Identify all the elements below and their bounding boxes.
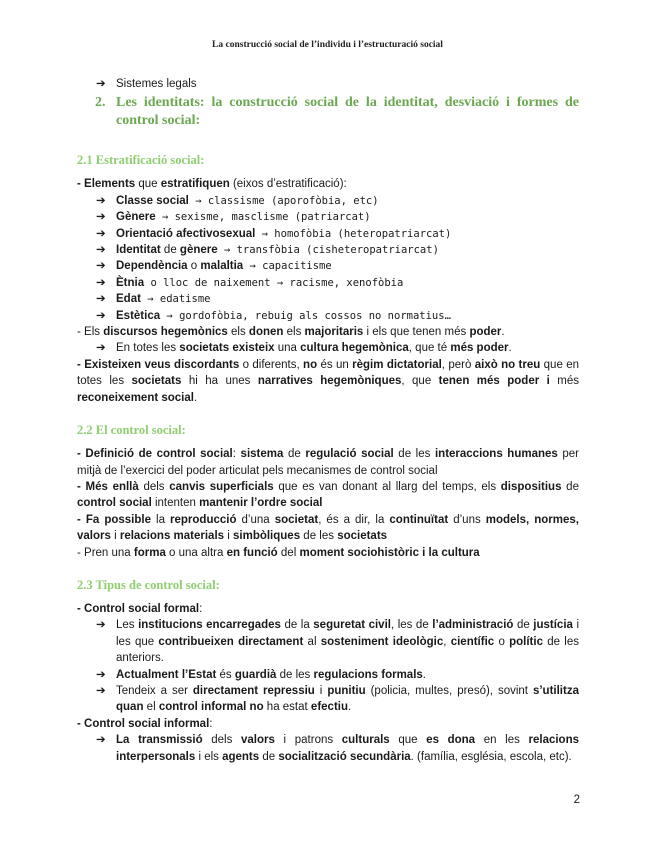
text-run: Més enllà (85, 480, 139, 493)
document-body (77, 76, 579, 765)
text-run: - (77, 717, 85, 730)
text-run: estratifiquen (160, 178, 230, 191)
paragraph-definicio (77, 446, 579, 479)
text-run: - (77, 480, 86, 493)
list-item (77, 193, 579, 209)
text-run: tenen més poder i (438, 375, 550, 388)
text-run: Estètica (116, 309, 161, 322)
text-run: Fa possible (85, 513, 151, 526)
text-run: - (77, 602, 85, 615)
text-run: més poder (450, 342, 509, 355)
text-run: reproducció (170, 513, 237, 526)
section-title-2-3: 2.3 Tipus de control social: (77, 577, 220, 592)
page-header: La construcció social de l’individu i l’estructuració social (212, 40, 443, 50)
text-run: - (77, 178, 85, 191)
text-run: - Pren una (77, 546, 134, 559)
text-run: - Els (77, 326, 104, 339)
paragraph-fa-possible (77, 512, 579, 545)
list-item-estat (77, 667, 579, 683)
text-run: regulació social (305, 448, 394, 461)
text-run: control informal no (158, 701, 264, 714)
text-run: Control social informal (84, 717, 210, 730)
text-run: per mitjà de l’exercici del poder articulat pels mecanismes de control social (77, 448, 580, 477)
text-run: Classe social (116, 194, 189, 207)
text-run: control social (77, 497, 152, 510)
text-run: ha estat (263, 701, 311, 714)
text-run: Tendeix a ser (116, 684, 193, 697)
text-run: en les (475, 734, 529, 747)
text-run: discursos hegemònics (103, 326, 228, 339)
arrow-bullet-icon: ➔ (96, 194, 106, 207)
text-run: al (303, 635, 321, 648)
text-run: narratives hegemòniques (257, 375, 402, 388)
list-item-totes (77, 340, 579, 356)
text-run: el (143, 701, 159, 714)
arrow-bullet-icon: ➔ (96, 293, 106, 306)
text-run: Sistemes legals (116, 78, 197, 90)
text-run: i (314, 684, 328, 697)
text-run: justícia (533, 619, 573, 632)
arrow-bullet-icon: ➔ (96, 260, 106, 273)
text-run: relacions materials (119, 530, 225, 543)
text-run: institucions encarregades (138, 619, 281, 632)
text-run: , les de (390, 619, 433, 632)
text-run: intenten (151, 497, 200, 510)
text-run: valors (241, 734, 275, 747)
text-run: més (549, 375, 579, 388)
text-run: es dona (426, 734, 476, 747)
text-run: de les (276, 668, 314, 681)
arrow-bullet-icon: ➔ (96, 619, 106, 632)
section-title-2-1: 2.1 Estratificació social: (77, 153, 205, 168)
text-run: que en totes les (77, 358, 579, 388)
text-run: i (224, 530, 233, 543)
text-run: . (348, 701, 352, 714)
text-run: guardià (234, 668, 277, 681)
text-run: → classisme (aporofòbia, etc) (188, 194, 379, 207)
text-run: Dependència (116, 260, 188, 273)
list-item (77, 226, 579, 242)
text-run: societats existeix (179, 342, 275, 355)
text-run: En totes les (116, 342, 180, 355)
text-run: (eixos d’estratificació): (229, 178, 347, 191)
text-run: de (513, 619, 534, 632)
text-run: : (209, 717, 213, 730)
text-run: Les (116, 619, 139, 632)
text-run: seguretat civil (313, 619, 391, 632)
list-item (77, 242, 579, 258)
text-run: règim dictatorial (352, 358, 442, 371)
text-run: continuïtat (389, 513, 449, 526)
text-run: l’administració (432, 619, 514, 632)
text-run: sosteniment ideològic (320, 635, 444, 648)
paragraph-discursos (77, 324, 579, 340)
text-run: d’uns (448, 513, 486, 526)
text-run: una (274, 342, 301, 355)
text-run: punitiu (327, 684, 366, 697)
text-run: Orientació afectivosexual (116, 227, 256, 240)
text-run: els (227, 326, 249, 339)
arrow-bullet-icon: ➔ (96, 684, 106, 697)
section-title-2-2: 2.2 El control social: (77, 423, 186, 438)
arrow-bullet-icon: ➔ (96, 309, 106, 322)
paragraph-mes-enlla (77, 479, 579, 512)
text-run: o una altra (165, 546, 227, 559)
text-run: : (199, 602, 203, 615)
text-run: de les (300, 530, 338, 543)
text-run: i els (195, 750, 223, 763)
text-run: societats (131, 375, 182, 388)
text-run: dels (202, 734, 242, 747)
text-run: (policia, multes, presó), sovint (365, 684, 533, 697)
arrow-bullet-icon: ➔ (96, 734, 106, 747)
text-run: del (277, 546, 300, 559)
text-run: societats (337, 530, 388, 543)
text-run: no (303, 358, 318, 371)
text-run: és un (317, 358, 353, 371)
text-run: hi ha unes (181, 375, 258, 388)
text-run: . (501, 326, 505, 339)
arrow-bullet-icon: ➔ (96, 244, 106, 257)
text-run: , (443, 635, 451, 648)
text-run: relacions interpersonals (116, 734, 579, 763)
text-run: o (187, 260, 201, 273)
arrow-bullet-icon: ➔ (96, 276, 106, 289)
text-run: o diferents, (239, 358, 304, 371)
paragraph-control-formal (77, 601, 579, 617)
list-item-transmissio (77, 732, 579, 765)
text-run: Ètnia (116, 276, 145, 289)
text-run: - (77, 448, 86, 461)
list-item (77, 209, 579, 225)
text-run: i els que tenen més (363, 326, 470, 339)
text-run: . (508, 342, 512, 355)
text-run: cultura hegemònica (300, 342, 409, 355)
text-run: simbòliques (233, 530, 301, 543)
arrow-bullet-icon: ➔ (96, 342, 106, 355)
text-run: majoritaris (304, 326, 364, 339)
arrow-bullet-icon: ➔ (96, 227, 106, 240)
paragraph-pren (77, 545, 579, 561)
text-run: → edatisme (140, 293, 211, 306)
list-item (77, 275, 579, 291)
text-run: → sexisme, masclisme (patriarcat) (155, 211, 371, 224)
text-run: la (151, 513, 171, 526)
text-run: i (110, 530, 120, 543)
text-run: directament repressiu (192, 684, 315, 697)
text-run: . (193, 391, 198, 404)
text-run: en funció (226, 546, 278, 559)
text-run: o (494, 635, 510, 648)
text-run: de les anteriors. (116, 635, 580, 665)
text-run: Gènere (116, 211, 156, 224)
page-number: 2 (573, 794, 580, 806)
text-run: donen (248, 326, 284, 339)
text-run: de la (280, 619, 314, 632)
paragraph-existeixen (77, 357, 579, 406)
text-run: mantenir l’ordre social (199, 497, 323, 510)
text-run: s’utilitza quan (116, 684, 579, 714)
text-run: socialització secundària (278, 750, 411, 763)
text-run: és (216, 668, 235, 681)
text-run: canvis superficials (169, 480, 274, 493)
text-run: de (561, 480, 579, 493)
text-run: i les que (116, 619, 580, 648)
text-run: Elements (84, 178, 136, 191)
text-run: d’una (236, 513, 275, 526)
text-run: això no treu (474, 358, 541, 371)
text-run: - (77, 358, 85, 371)
list-item (77, 258, 579, 274)
arrow-bullet-icon: ➔ (96, 211, 106, 224)
text-run: Identitat (116, 244, 161, 257)
text-run: regulacions formals (313, 668, 423, 681)
text-run: reconeixement social (77, 391, 194, 404)
list-item (77, 291, 579, 307)
text-run: models, normes, valors (77, 513, 579, 543)
text-run: → gordofòbia, rebuig als cossos no normatius… (160, 309, 451, 322)
text-run: forma (133, 546, 166, 559)
text-run: contribueixen directament (158, 635, 304, 648)
text-run: que (135, 178, 161, 191)
text-run: , però (441, 358, 475, 371)
text-run: → capacitisme (243, 260, 332, 273)
text-run: La transmissió (116, 734, 203, 747)
text-run: de (283, 448, 306, 461)
text-run: interaccions humanes (434, 448, 558, 461)
text-run: Control social formal (84, 602, 200, 615)
text-run: de (160, 244, 180, 257)
text-run: societat (274, 513, 319, 526)
text-run: polític (509, 635, 543, 648)
paragraph-elements (77, 176, 579, 192)
text-run: de (259, 750, 279, 763)
text-run: . (422, 668, 426, 681)
text-run: de les (393, 448, 435, 461)
text-run: sistema (240, 448, 284, 461)
text-run: : (232, 448, 241, 461)
arrow-bullet-icon: ➔ (96, 668, 106, 681)
text-run: , és a dir, la (318, 513, 390, 526)
text-run: científic (450, 635, 495, 648)
numbered-heading (77, 94, 579, 130)
text-run: → transfòbia (cisheteropatriarcat) (217, 244, 439, 257)
text-run: que (389, 734, 427, 747)
text-run: dels (138, 480, 170, 493)
text-run: . (família, església, escola, etc). (410, 750, 572, 763)
text-run: Existeixen veus discordants (84, 358, 240, 371)
list-item-sistemes-legals (77, 76, 579, 92)
text-run: agents (222, 750, 260, 763)
text-run: moment sociohistòric i la cultura (299, 546, 480, 559)
text-run: gènere (179, 244, 218, 257)
text-run: poder (469, 326, 502, 339)
heading-number: 2. (95, 95, 106, 111)
text-run: , que té (408, 342, 451, 355)
text-run: o lloc de naixement → racisme, xenofòbia (144, 276, 404, 289)
list-item (77, 308, 579, 324)
paragraph-control-informal (77, 716, 579, 732)
text-run: i patrons (274, 734, 342, 747)
text-run: malaltia (200, 260, 244, 273)
text-run: Edat (116, 293, 141, 306)
heading-text: Les identitats: la construcció social de la identitat, desviació i formes de control social: (116, 95, 579, 129)
text-run: , que (401, 375, 439, 388)
arrow-bullet-icon: ➔ (96, 78, 106, 90)
text-run: Definició de control social (85, 448, 233, 461)
text-run: que es van donant al llarg del temps, els (273, 480, 501, 493)
text-run: efectiu (310, 701, 348, 714)
text-run: - (77, 513, 86, 526)
list-item-tendeix (77, 683, 579, 716)
text-run: els (283, 326, 305, 339)
list-item-institucions (77, 617, 579, 666)
text-run: dispositius (500, 480, 562, 493)
text-run: Actualment l’Estat (116, 668, 217, 681)
text-run: → homofòbia (heteropatriarcat) (255, 227, 452, 240)
text-run: culturals (341, 734, 390, 747)
